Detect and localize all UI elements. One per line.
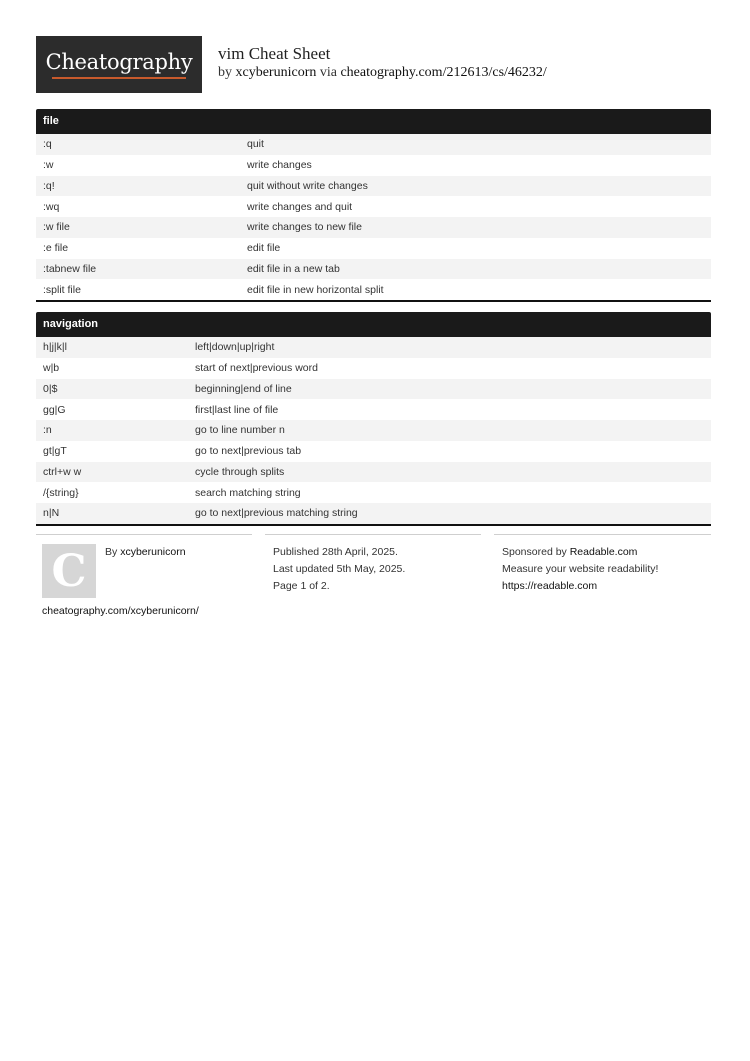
author-link[interactable]: xcyberunicorn bbox=[235, 65, 317, 80]
command-cell: n|N bbox=[43, 507, 60, 520]
table-row bbox=[36, 503, 711, 524]
description-cell: go to next|previous tab bbox=[195, 445, 302, 458]
command-cell: /{string} bbox=[43, 486, 79, 499]
table-row bbox=[36, 462, 711, 483]
updated-date: Last updated 5th May, 2025. bbox=[273, 563, 406, 575]
description-cell: quit without write changes bbox=[247, 179, 368, 192]
section-file bbox=[36, 109, 711, 302]
description-cell: write changes bbox=[247, 159, 312, 172]
avatar-letter: C bbox=[51, 546, 87, 597]
page-number: Page 1 of 2. bbox=[273, 580, 330, 592]
by-label: By bbox=[105, 546, 118, 558]
footer-sponsor-column bbox=[494, 534, 711, 605]
description-cell: cycle through splits bbox=[195, 465, 285, 478]
table-row bbox=[36, 482, 711, 503]
section-rows bbox=[36, 337, 711, 526]
page-header bbox=[36, 36, 716, 94]
footer-author-link[interactable]: xcyberunicorn bbox=[120, 546, 186, 558]
footer-author-line bbox=[105, 546, 186, 558]
table-row bbox=[36, 279, 711, 300]
sponsor-tagline: Measure your website readability! bbox=[502, 563, 659, 575]
table-row bbox=[36, 358, 711, 379]
description-cell: edit file in a new tab bbox=[247, 262, 340, 275]
published-date: Published 28th April, 2025. bbox=[273, 546, 398, 558]
table-row bbox=[36, 134, 711, 155]
table-row bbox=[36, 176, 711, 197]
description-cell: first|last line of file bbox=[195, 403, 279, 416]
section-title: file bbox=[36, 109, 711, 134]
logo-underline bbox=[52, 77, 186, 79]
sponsored-prefix: Sponsored by bbox=[502, 546, 567, 558]
description-cell: write changes and quit bbox=[247, 200, 353, 213]
command-cell: :q bbox=[43, 138, 52, 151]
description-cell: beginning|end of line bbox=[195, 382, 292, 395]
table-row bbox=[36, 337, 711, 358]
table-row bbox=[36, 399, 711, 420]
command-cell: 0|$ bbox=[43, 382, 58, 395]
section-title: navigation bbox=[36, 312, 711, 337]
description-cell: go to next|previous matching string bbox=[195, 507, 358, 520]
sponsor-link[interactable]: Readable.com bbox=[569, 546, 638, 558]
command-cell: :tabnew file bbox=[43, 262, 97, 275]
description-cell: search matching string bbox=[195, 486, 301, 499]
command-cell: ctrl+w w bbox=[43, 465, 82, 478]
footer-author-column bbox=[36, 534, 252, 625]
sponsor-url-link[interactable]: https://readable.com bbox=[502, 580, 598, 592]
description-cell: edit file in new horizontal split bbox=[247, 283, 384, 296]
description-cell: write changes to new file bbox=[247, 221, 362, 234]
command-cell: gg|G bbox=[43, 403, 66, 416]
command-cell: :n bbox=[43, 424, 52, 437]
table-row bbox=[36, 420, 711, 441]
description-cell: start of next|previous word bbox=[195, 362, 318, 375]
description-cell: go to line number n bbox=[195, 424, 285, 437]
command-cell: :split file bbox=[43, 283, 81, 296]
author-avatar[interactable] bbox=[42, 544, 96, 598]
footer-dates-column bbox=[265, 534, 481, 605]
command-cell: :w bbox=[43, 159, 54, 172]
by-prefix: by bbox=[218, 65, 232, 80]
logo-text: Cheatography bbox=[45, 50, 193, 74]
command-cell: :wq bbox=[43, 200, 60, 213]
description-cell: quit bbox=[247, 138, 264, 151]
page-title: vim Cheat Sheet bbox=[218, 44, 331, 63]
command-cell: w|b bbox=[43, 362, 60, 375]
command-cell: :q! bbox=[43, 179, 55, 192]
sponsor-line bbox=[502, 546, 637, 558]
sheet-url-link[interactable]: cheatography.com/212613/cs/46232/ bbox=[340, 65, 547, 80]
description-cell: left|down|up|right bbox=[195, 341, 275, 354]
table-row bbox=[36, 238, 711, 259]
via-label: via bbox=[319, 65, 337, 80]
table-row bbox=[36, 259, 711, 280]
description-cell: edit file bbox=[247, 242, 281, 255]
section-rows bbox=[36, 134, 711, 302]
command-cell: h|j|k|l bbox=[43, 341, 67, 354]
table-row bbox=[36, 155, 711, 176]
command-cell: :w file bbox=[43, 221, 70, 234]
table-row bbox=[36, 379, 711, 400]
author-profile-link[interactable]: cheatography.com/xcyberunicorn/ bbox=[42, 605, 199, 617]
command-cell: :e file bbox=[43, 242, 69, 255]
table-row bbox=[36, 441, 711, 462]
page-footer bbox=[36, 534, 711, 624]
section-navigation bbox=[36, 312, 711, 526]
table-row bbox=[36, 196, 711, 217]
table-row bbox=[36, 217, 711, 238]
cheatography-logo[interactable] bbox=[36, 36, 202, 93]
command-cell: gt|gT bbox=[43, 445, 67, 458]
byline bbox=[218, 65, 547, 81]
